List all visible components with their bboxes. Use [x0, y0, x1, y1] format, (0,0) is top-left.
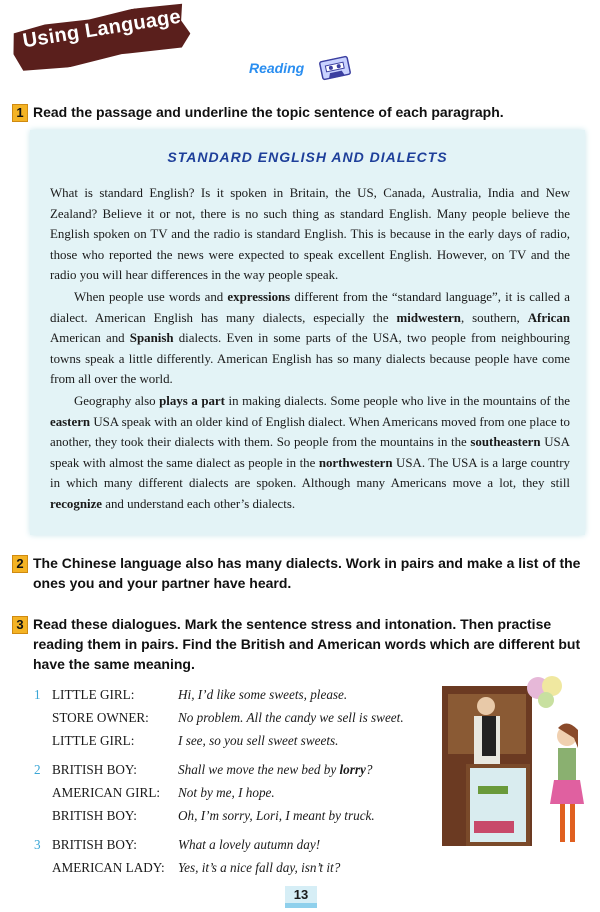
- text-segment: , southern,: [460, 310, 528, 325]
- dialogue-line: [34, 706, 404, 729]
- text-segment: USA. The USA is a large country in which many different dialects are spoken. Although many Americans move a lot, they still: [50, 455, 570, 491]
- utterance: [178, 808, 375, 824]
- speaker: LITTLE GIRL:: [52, 686, 135, 702]
- speaker: BRITISH BOY:: [52, 761, 137, 777]
- speaker: BRITISH BOY:: [52, 836, 137, 852]
- task-instruction: The Chinese language also has many dialects. Work in pairs and make a list of the: [33, 555, 581, 571]
- key-word: eastern: [50, 414, 91, 429]
- text-segment: Oh, I’m sorry, Lori, I meant by truck.: [178, 807, 375, 823]
- utterance: [178, 762, 372, 778]
- key-word: plays a part: [159, 393, 225, 408]
- key-word: northwestern: [318, 455, 393, 470]
- passage-paragraph: [50, 287, 570, 390]
- speaker: AMERICAN GIRL:: [52, 784, 161, 800]
- text-segment: Not by me, I hope.: [178, 784, 275, 800]
- utterance: [178, 710, 404, 726]
- utterance: [178, 785, 275, 801]
- dialogue-line: [34, 833, 404, 856]
- key-word: lorry: [339, 761, 366, 777]
- text-segment: No problem. All the candy we sell is sweet.: [178, 709, 404, 725]
- key-word: Spanish: [129, 331, 174, 346]
- dialogue-group: [34, 683, 404, 752]
- dialogue-number: 1: [34, 686, 41, 702]
- key-word: midwestern: [396, 310, 461, 325]
- dialogue-number: 3: [34, 836, 41, 852]
- dialogue-line: [34, 781, 404, 804]
- reading-passage-box: [30, 130, 585, 535]
- passage-body: [50, 183, 570, 516]
- task-2: [12, 553, 592, 593]
- key-word: African: [527, 310, 570, 325]
- dialogue-group: [34, 833, 404, 879]
- dialogue-group: [34, 758, 404, 827]
- dialogue-line: [34, 804, 404, 827]
- speaker: BRITISH BOY:: [52, 807, 137, 823]
- dialogue-line: [34, 729, 404, 752]
- task-instruction-cont: ones you and your partner have heard.: [33, 575, 292, 591]
- utterance: [178, 837, 320, 853]
- text-segment: Hi, I’d like some sweets, please.: [178, 686, 348, 702]
- utterance: [178, 733, 338, 749]
- speaker: AMERICAN LADY:: [52, 859, 165, 875]
- task-1: [12, 102, 504, 122]
- task-instruction: Read the passage and underline the topic sentence of each paragraph.: [33, 104, 504, 120]
- text-segment: USA speak with almost the same dialect as people in the: [50, 435, 570, 470]
- speaker: LITTLE GIRL:: [52, 732, 135, 748]
- utterance: [178, 860, 340, 876]
- cassette-icon[interactable]: [318, 55, 352, 81]
- dialogue-line: [34, 758, 404, 781]
- text-segment: different from the “standard language”, it is called a dialect. American English has many dialects, especially the: [50, 289, 570, 325]
- section-banner: Using Language: [21, 5, 183, 53]
- candy-store-illustration: [434, 676, 592, 856]
- subsection-title: Reading: [249, 60, 305, 76]
- key-word: expressions: [227, 289, 291, 304]
- page-number: 13: [285, 886, 317, 908]
- task-number: 1: [12, 104, 28, 122]
- text-segment: in making dialects. Some people who live in the mountains of the: [224, 393, 570, 408]
- task-instruction: Read these dialogues. Mark the sentence stress and intonation. Then practise: [33, 616, 552, 632]
- utterance: [178, 687, 347, 703]
- dialogues: [34, 683, 404, 885]
- text-segment: American and: [50, 331, 130, 346]
- text-segment: What is standard English? Is it spoken in Britain, the US, Canada, Australia, India and New Zealand? Believe it or not, there is no such thing as standard English. Many people believe the English spoken on TV and the radio is standard English. This is because in the early days of radio, those who reported the news were expected to speak excellent English. However, on TV and the radio you will hear differences in the way people speak.: [50, 186, 570, 283]
- passage-paragraph: [50, 391, 570, 515]
- text-segment: dialects. Even in some parts of the USA, two people from neighbouring towns speak a little differently. American English has so many dialects because people have come from all over the world.: [50, 331, 570, 387]
- text-segment: ?: [365, 761, 373, 777]
- text-segment: I see, so you sell sweet sweets.: [178, 732, 339, 748]
- text-segment: Geography also: [74, 393, 160, 408]
- task-number: 3: [12, 616, 28, 634]
- text-segment: When people use words and: [74, 289, 228, 304]
- key-word: southeastern: [470, 435, 541, 450]
- dialogue-number: 2: [34, 761, 41, 777]
- text-segment: USA speak with an older kind of English dialect. When Americans moved from one place to another, they took their dialects with them. So people from the mountains in the: [50, 414, 570, 450]
- text-segment: Yes, it’s a nice fall day, isn’t it?: [178, 859, 341, 875]
- task-3: [12, 614, 592, 674]
- passage-paragraph: [50, 183, 570, 286]
- task-instruction-cont: reading them in pairs. Find the British and American words which are different but have the same meaning.: [33, 636, 581, 672]
- key-word: recognize: [50, 496, 103, 511]
- passage-title: STANDARD ENGLISH AND DIALECTS: [167, 149, 448, 165]
- dialogue-line: [34, 856, 404, 879]
- dialogue-line: [34, 683, 404, 706]
- task-number: 2: [12, 555, 28, 573]
- speaker: STORE OWNER:: [52, 709, 149, 725]
- text-segment: What a lovely autumn day!: [178, 836, 321, 852]
- text-segment: Shall we move the new bed by: [178, 761, 340, 777]
- text-segment: and understand each other’s dialects.: [102, 496, 296, 511]
